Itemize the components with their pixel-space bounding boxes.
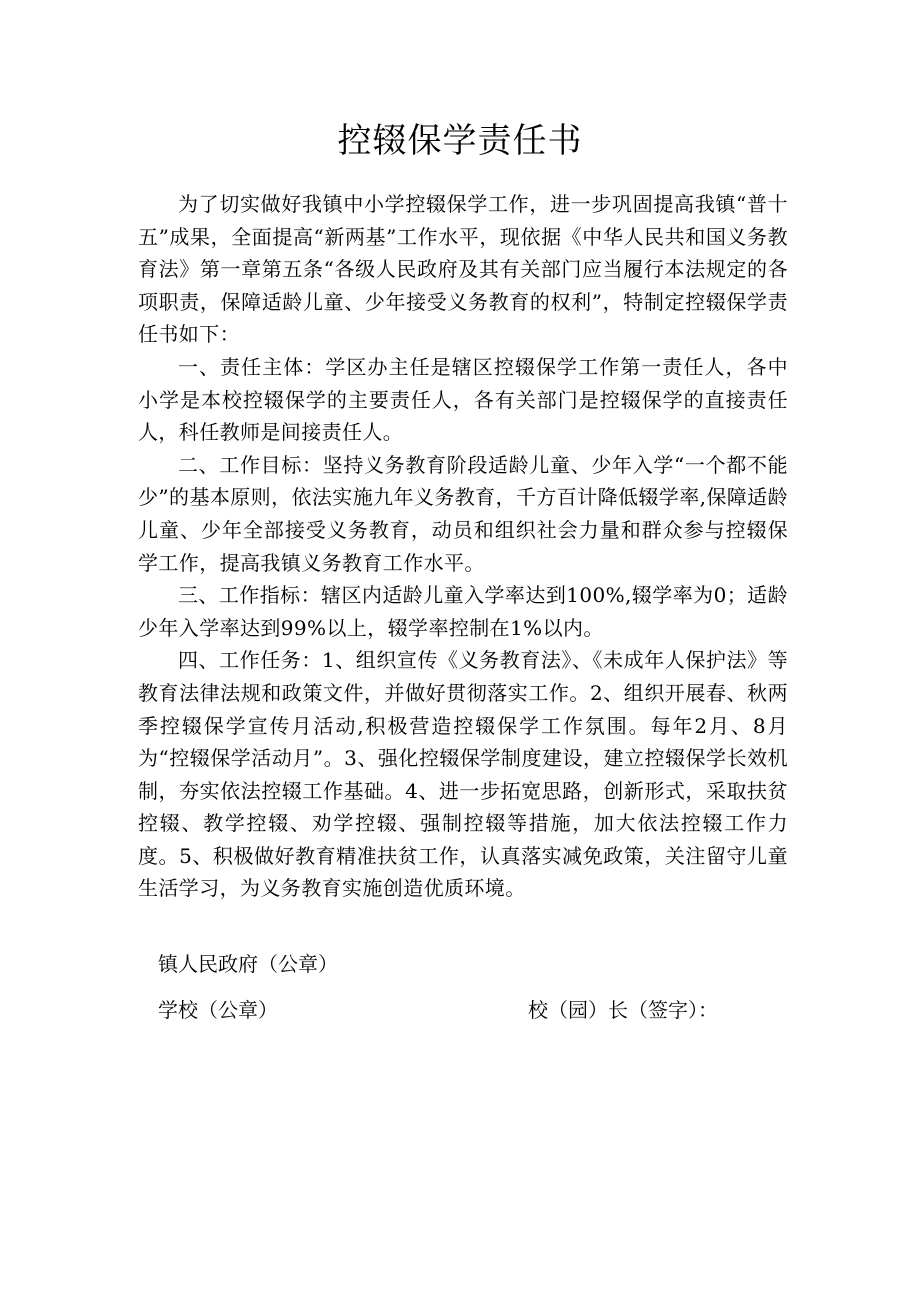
document-body	[138, 188, 788, 905]
document-title: 控辍保学责任书	[337, 121, 583, 161]
responsibility-paragraph: 一、责任主体：学区办主任是辖区控辍保学工作第一责任人，各中小学是本校控辍保学的主要责任人，各有关部门是控辍保学的直接责任人，科任教师是间接责任人。	[138, 354, 788, 445]
indicator-paragraph: 三、工作指标：辖区内适龄儿童入学率达到100%,辍学率为0；适龄少年入学率达到99%以上，辍学率控制在1%以内。	[138, 583, 788, 640]
government-seal-label: 镇人民政府（公章）	[158, 952, 338, 976]
principal-signature-label: 校（园）长（签字）：	[528, 998, 718, 1022]
task-paragraph: 四、工作任务：1、组织宣传《义务教育法》、《未成年人保护法》等教育法律法规和政策文件，并做好贯彻落实工作。2、组织开展春、秋两季控辍保学宣传月活动,积极营造控辍保学工作氛围。每年2月、8月为“控辍保学活动月”。3、强化控辍保学制度建设，建立控辍保学长效机制，夯实依法控辍工作基础。4、进一步拓宽思路，创新形式，采取扶贫控辍、教学控辍、劝学控辍、强制控辍等措施，加大依法控辍工作力度。5、积极做好教育精准扶贫工作，认真落实减免政策，关注留守儿童生活学习，为义务教育实施创造优质环境。	[138, 648, 788, 901]
intro-paragraph: 为了切实做好我镇中小学控辍保学工作，进一步巩固提高我镇“普十五”成果，全面提高“新两基”工作水平，现依据《中华人民共和国义务教育法》第一章第五条“各级人民政府及其有关部门应当履行本法规定的各项职责，保障适龄儿童、少年接受义务教育的权利”，特制定控辍保学责任书如下：	[138, 192, 788, 347]
goal-paragraph: 二、工作目标：坚持义务教育阶段适龄儿童、少年入学“一个都不能少”的基本原则，依法实施九年义务教育，千方百计降低辍学率,保障适龄儿童、少年全部接受义务教育，动员和组织社会力量和群众参与控辍保学工作，提高我镇义务教育工作水平。	[138, 452, 788, 575]
school-seal-label: 学校（公章）	[158, 998, 278, 1022]
